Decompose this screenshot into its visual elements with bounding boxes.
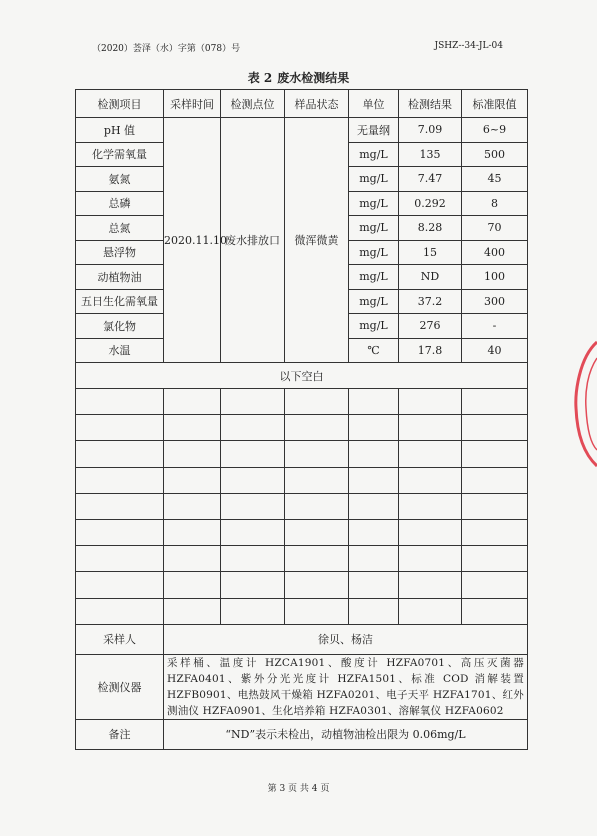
empty-cell (462, 415, 528, 441)
empty-cell (221, 493, 285, 519)
result: 0.292 (399, 191, 462, 216)
result: ND (399, 265, 462, 290)
empty-cell (221, 441, 285, 467)
sampling-time: 2020.11.10 (164, 118, 221, 363)
result: 7.09 (399, 118, 462, 143)
empty-cell (399, 546, 462, 572)
empty-row (76, 415, 528, 441)
empty-cell (285, 467, 349, 493)
column-header: 采样时间 (164, 90, 221, 118)
empty-cell (221, 415, 285, 441)
empty-row (76, 493, 528, 519)
empty-cell (164, 441, 221, 467)
result: 276 (399, 314, 462, 339)
empty-cell (462, 493, 528, 519)
column-header: 检测点位 (221, 90, 285, 118)
table-header-row (76, 90, 528, 118)
empty-cell (76, 467, 164, 493)
table-title-text: 废水检测结果 (277, 71, 350, 85)
empty-cell (76, 389, 164, 415)
sampling-location: 废水排放口 (221, 118, 285, 363)
empty-cell (164, 467, 221, 493)
empty-cell (76, 415, 164, 441)
empty-cell (76, 441, 164, 467)
result: 135 (399, 142, 462, 167)
empty-cell (221, 546, 285, 572)
empty-cell (285, 519, 349, 545)
unit: mg/L (349, 167, 399, 192)
standard-limit: 70 (462, 216, 528, 241)
stamp-inner-ring (586, 358, 597, 450)
test-item: 动植物油 (76, 265, 164, 290)
standard-limit: 500 (462, 142, 528, 167)
empty-cell (349, 415, 399, 441)
instruments-label: 检测仪器 (76, 654, 164, 719)
result: 37.2 (399, 289, 462, 314)
document-number: （2020）荟泽（水）字第（078）号 (92, 44, 241, 54)
empty-cell (399, 441, 462, 467)
standard-limit: 40 (462, 338, 528, 363)
empty-cell (221, 598, 285, 624)
empty-cell (462, 389, 528, 415)
empty-cell (76, 493, 164, 519)
empty-cell (462, 598, 528, 624)
test-item: 悬浮物 (76, 240, 164, 265)
empty-row (76, 519, 528, 545)
test-item: 水温 (76, 338, 164, 363)
column-header: 检测项目 (76, 90, 164, 118)
test-item: 氯化物 (76, 314, 164, 339)
form-code: JSHZ--34-JL-04 (434, 41, 503, 51)
empty-cell (285, 415, 349, 441)
table-title-label: 表 2 (247, 71, 273, 85)
empty-cell (164, 519, 221, 545)
empty-cell (76, 598, 164, 624)
empty-cell (349, 389, 399, 415)
standard-limit: 8 (462, 191, 528, 216)
unit: mg/L (349, 216, 399, 241)
empty-row (76, 572, 528, 598)
empty-cell (349, 467, 399, 493)
empty-cell (349, 519, 399, 545)
empty-cell (164, 493, 221, 519)
sampler-value: 徐贝、杨洁 (164, 624, 528, 654)
empty-cell (164, 389, 221, 415)
empty-cell (285, 572, 349, 598)
empty-cell (221, 467, 285, 493)
empty-cell (349, 572, 399, 598)
empty-cell (462, 441, 528, 467)
remark-row (76, 719, 528, 749)
empty-row (76, 467, 528, 493)
empty-cell (462, 467, 528, 493)
standard-limit: 45 (462, 167, 528, 192)
standard-limit: - (462, 314, 528, 339)
wastewater-results-table (75, 89, 528, 750)
unit: mg/L (349, 240, 399, 265)
empty-row (76, 389, 528, 415)
empty-cell (221, 389, 285, 415)
empty-cell (462, 546, 528, 572)
empty-cell (399, 493, 462, 519)
unit: mg/L (349, 314, 399, 339)
empty-cell (399, 519, 462, 545)
table-row (76, 118, 528, 143)
empty-cell (221, 519, 285, 545)
sample-state: 微浑微黄 (285, 118, 349, 363)
empty-cell (349, 493, 399, 519)
empty-cell (399, 415, 462, 441)
empty-cell (285, 546, 349, 572)
instruments-row (76, 654, 528, 719)
empty-cell (399, 389, 462, 415)
column-header: 样品状态 (285, 90, 349, 118)
empty-cell (462, 519, 528, 545)
empty-cell (399, 467, 462, 493)
empty-cell (164, 415, 221, 441)
empty-cell (221, 572, 285, 598)
unit: mg/L (349, 289, 399, 314)
empty-cell (164, 598, 221, 624)
column-header: 检测结果 (399, 90, 462, 118)
result: 15 (399, 240, 462, 265)
test-item: pH 值 (76, 118, 164, 143)
empty-cell (76, 546, 164, 572)
instruments-value: 采样桶、温度计 HZCA1901、酸度计 HZFA0701、高压灭菌器 HZFA0401、紫外分光光度计 HZFA1501、标准 COD 消解装置 HZFB0901、电热鼓风干燥箱 HZFA0201、电子天平 HZFA1701、红外测油仪 HZFA0901、生化培养箱 HZFA0301、溶解氧仪 HZFA0602 (164, 654, 528, 719)
empty-cell (285, 441, 349, 467)
empty-cell (285, 598, 349, 624)
sampler-row (76, 624, 528, 654)
empty-cell (349, 546, 399, 572)
empty-cell (285, 493, 349, 519)
empty-cell (462, 572, 528, 598)
unit: mg/L (349, 191, 399, 216)
standard-limit: 400 (462, 240, 528, 265)
remark-label: 备注 (76, 719, 164, 749)
test-item: 化学需氧量 (76, 142, 164, 167)
empty-row (76, 598, 528, 624)
result: 8.28 (399, 216, 462, 241)
standard-limit: 300 (462, 289, 528, 314)
empty-cell (76, 519, 164, 545)
result: 7.47 (399, 167, 462, 192)
empty-row (76, 546, 528, 572)
result: 17.8 (399, 338, 462, 363)
table-title (0, 69, 597, 86)
test-item: 五日生化需氧量 (76, 289, 164, 314)
standard-limit: 6~9 (462, 118, 528, 143)
blank-note-row (76, 363, 528, 389)
page-footer: 第 3 页 共 4 页 (267, 784, 330, 794)
sampler-label: 采样人 (76, 624, 164, 654)
test-item: 总氮 (76, 216, 164, 241)
column-header: 标准限值 (462, 90, 528, 118)
empty-cell (349, 598, 399, 624)
unit: ℃ (349, 338, 399, 363)
unit: mg/L (349, 142, 399, 167)
empty-cell (164, 572, 221, 598)
unit: mg/L (349, 265, 399, 290)
empty-cell (164, 546, 221, 572)
standard-limit: 100 (462, 265, 528, 290)
empty-cell (399, 572, 462, 598)
blank-note: 以下空白 (76, 363, 528, 389)
empty-cell (349, 441, 399, 467)
column-header: 单位 (349, 90, 399, 118)
empty-row (76, 441, 528, 467)
unit: 无量纲 (349, 118, 399, 143)
test-item: 总磷 (76, 191, 164, 216)
empty-cell (399, 598, 462, 624)
empty-cell (76, 572, 164, 598)
empty-cell (285, 389, 349, 415)
test-item: 氨氮 (76, 167, 164, 192)
red-seal-stamp (573, 338, 597, 468)
remark-value: “ND”表示未检出，动植物油检出限为 0.06mg/L (164, 719, 528, 749)
